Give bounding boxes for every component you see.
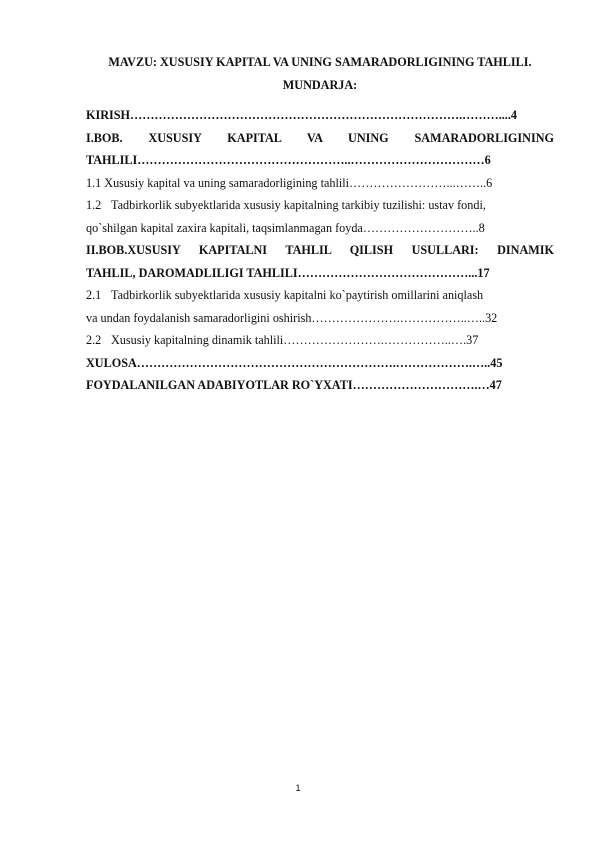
toc-entry-chapter-2-continuation bbox=[86, 262, 554, 285]
toc-entry-text: FOYDALANILGAN ADABIYOTLAR RO`YXATI………………………….…47 bbox=[86, 378, 502, 392]
toc-entry-section-1-1 bbox=[86, 172, 554, 195]
toc-entry-text: va undan foydalanish samaradorligini oshirish………………….……………..…..32 bbox=[86, 310, 498, 325]
toc-entry-section-2-2 bbox=[86, 329, 554, 352]
toc-entry-text: 1.1 Xususiy kapital va uning samaradorligining tahlili……………………...……..6 bbox=[86, 175, 493, 190]
toc-entry-references bbox=[86, 374, 554, 397]
toc-entry-kirish bbox=[86, 104, 554, 127]
toc-entry-text: XULOSA……………………………………………………….……………….…..45 bbox=[86, 355, 503, 370]
toc-entry-chapter-1-continuation bbox=[86, 149, 554, 172]
toc-entry-text: Xususiy kapitalning dinamik tahlili…………………….……………..….37 bbox=[111, 333, 479, 347]
toc-entry-text: TAHLIL, DAROMADLILIGI TAHLILI……………………………………...17 bbox=[86, 265, 490, 280]
toc-entry-number: 1.2 bbox=[86, 198, 102, 212]
toc-entry-text: II.BOB.XUSUSIY KAPITALNI TAHLIL QILISH USULLARI: DINAMIK bbox=[86, 243, 554, 257]
toc-heading: MUNDARJA: bbox=[282, 78, 358, 92]
page-content bbox=[86, 54, 554, 397]
table-of-contents bbox=[86, 104, 554, 397]
toc-entry-text: KIRISH……………………………………………………………………….………....4 bbox=[86, 108, 517, 122]
toc-entry-number: 2.2 bbox=[86, 333, 102, 347]
toc-entry-text: Tadbirkorlik subyektlarida xususiy kapitalning tarkibiy tuzilishi: ustav fondi, bbox=[111, 198, 486, 212]
page-number: 1 bbox=[295, 783, 301, 793]
toc-entry-number: 2.1 bbox=[86, 288, 102, 302]
toc-entry-xulosa bbox=[86, 352, 554, 375]
toc-entry-section-1-2 bbox=[86, 194, 554, 217]
toc-entry-section-1-2-continuation bbox=[86, 217, 554, 240]
toc-entry-text: Tadbirkorlik subyektlarida xususiy kapitalni ko`paytirish omillarini aniqlash bbox=[111, 288, 484, 302]
toc-entry-text: I.BOB. XUSUSIY KAPITAL VA UNING SAMARADORLIGINING bbox=[86, 130, 554, 145]
toc-entry-section-2-1-continuation bbox=[86, 307, 554, 330]
toc-entry-text: TAHLILI……………………………………………..……………………………6 bbox=[86, 153, 491, 167]
toc-entry-text: qo`shilgan kapital zaxira kapitali, taqsimlanmagan foyda………………………..8 bbox=[86, 220, 485, 235]
toc-entry-chapter-2-title bbox=[86, 239, 554, 262]
toc-entry-section-2-1 bbox=[86, 284, 554, 307]
toc-entry-chapter-1-title bbox=[86, 127, 554, 150]
document-title: MAVZU: XUSUSIY KAPITAL VA UNING SAMARADORLIGINING TAHLILI. bbox=[108, 55, 532, 69]
